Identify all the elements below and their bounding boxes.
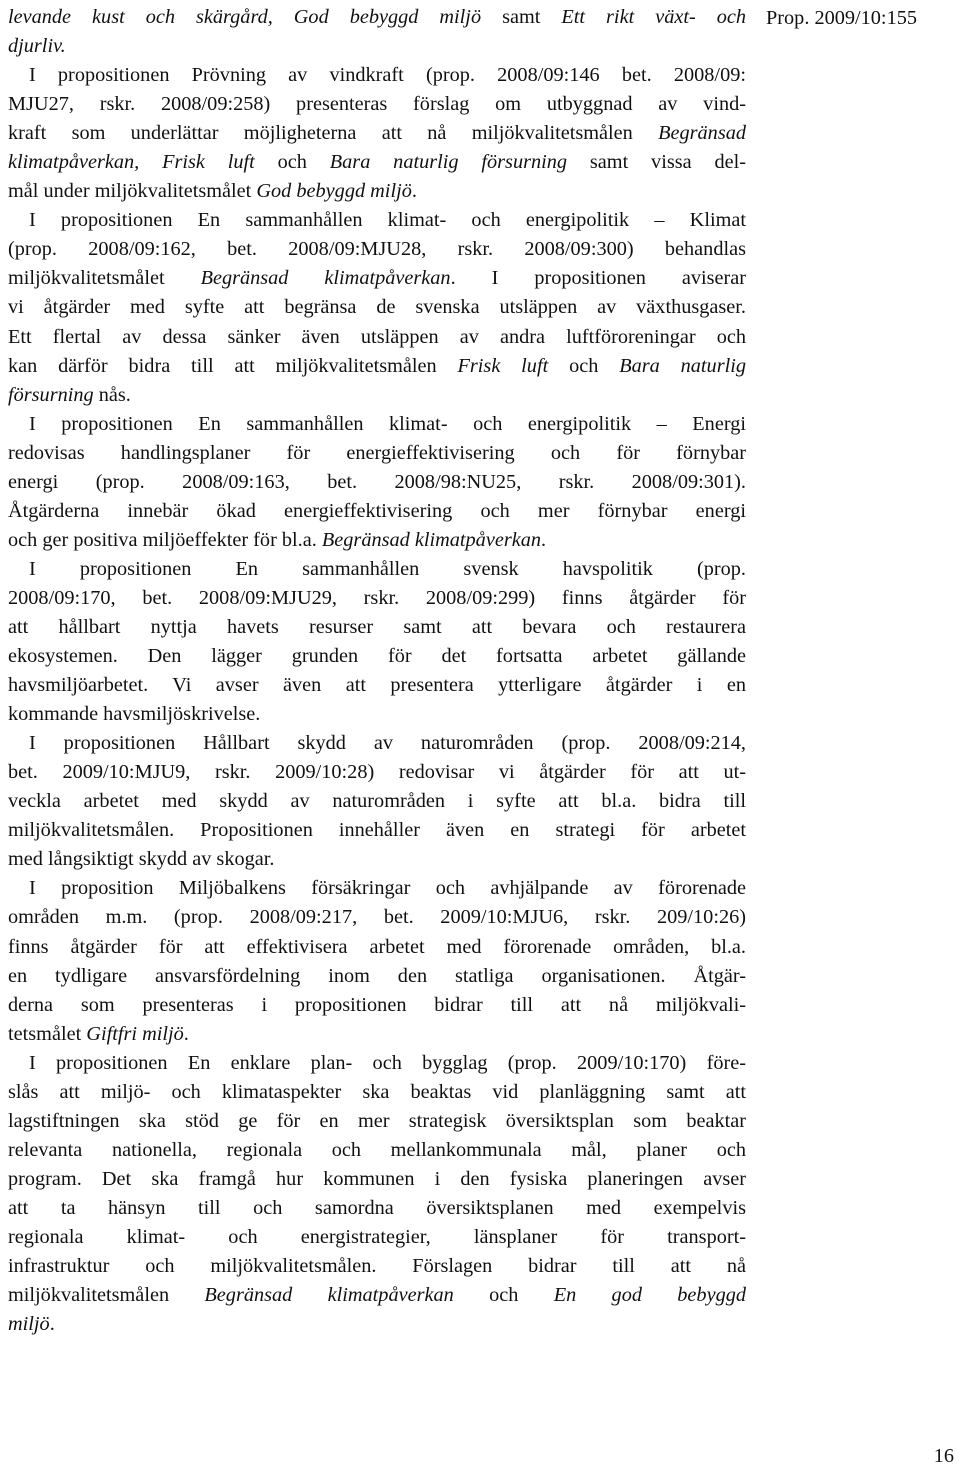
text-line [8,671,746,700]
text-segment: I propositionen En enklare plan- och bygglag (prop. 2009/10:170) före- [29,1051,746,1074]
text-segment: kommande havsmiljöskrivelse. [8,703,261,726]
text-line [8,61,746,90]
italic-text: Bara naturlig [619,354,746,377]
text-segment: . [183,1022,189,1045]
text-segment: kan därför bidra till att miljökvalitetsmålen [8,354,458,377]
text-segment: att hållbart nyttja havets resurser samt att bevara och restaurera [8,615,746,638]
text-line [8,90,746,119]
text-segment: tetsmålet [8,1022,87,1045]
text-segment: samt vissa del- [567,151,746,174]
text-line [8,1194,746,1223]
text-line [8,526,746,555]
body-text [8,3,746,1339]
italic-text: Begränsad klimatpåverkan [200,267,451,290]
text-line [8,468,746,497]
text-line [8,816,746,845]
text-segment: Åtgärderna innebär ökad energieffektivisering och mer förnybar energi [8,499,746,522]
text-line [8,439,746,468]
text-segment: och [548,354,620,377]
text-line [8,555,746,584]
text-segment: . I propositionen aviserar [450,267,746,290]
text-segment: havsmiljöarbetet. Vi avser även att presentera ytterligare åtgärder i en [8,674,746,697]
text-line [8,352,746,381]
text-segment: I propositionen En sammanhållen klimat- och energipolitik – Energi [29,412,746,435]
italic-text: En god bebyggd [553,1284,746,1307]
proposition-reference: Prop. 2009/10:155 [766,7,917,29]
text-line [8,729,746,758]
text-segment: veckla arbetet med skydd av naturområden i syfte att bl.a. bidra till [8,790,746,813]
text-segment: områden m.m. (prop. 2008/09:217, bet. 2009/10:MJU6, rskr. 209/10:26) [8,906,746,929]
italic-text: miljö [8,1313,50,1336]
text-segment: med långsiktigt skydd av skogar. [8,848,275,871]
text-segment: miljökvalitetsmålen [8,1284,205,1307]
italic-text: God bebyggd miljö [256,180,412,203]
text-line [8,1107,746,1136]
italic-text: Begränsad [658,122,746,145]
text-line [8,1310,746,1339]
italic-text: försurning [8,383,94,406]
text-line [8,264,746,293]
text-segment: nås. [93,383,131,406]
text-segment: och [254,151,330,174]
text-line [8,119,746,148]
text-line [8,1252,746,1281]
italic-text: Giftfri miljö [86,1022,184,1045]
text-segment: och ger positiva miljöeffekter för bl.a. [8,528,322,551]
text-segment: Ett flertal av dessa sänker även utsläppen av andra luftföroreningar och [8,325,746,348]
page-number: 16 [933,1445,954,1467]
text-segment: bet. 2009/10:MJU9, rskr. 2009/10:28) redovisar vi åtgärder för att ut- [8,761,746,784]
text-line [8,787,746,816]
text-line [8,235,746,264]
text-segment: MJU27, rskr. 2008/09:258) presenteras förslag om utbyggnad av vind- [8,93,746,116]
text-segment: vi åtgärder med syfte att begränsa de svenska utsläppen av växthusgaser. [8,296,746,319]
text-segment: regionala klimat- och energistrategier, länsplaner för transport- [8,1225,746,1248]
text-segment: . [49,1313,55,1336]
italic-text: Bara naturlig försurning [329,151,568,174]
text-line [8,323,746,352]
text-line [8,962,746,991]
text-segment: derna som presenteras i propositionen bidrar till att nå miljökvali- [8,993,746,1016]
text-segment: . [541,528,547,551]
text-line [8,845,746,874]
text-line [8,991,746,1020]
text-line [8,206,746,235]
text-line [8,497,746,526]
text-line [8,613,746,642]
italic-text: Begränsad klimatpåverkan [321,528,541,551]
text-line [8,1136,746,1165]
text-segment: miljökvalitetsmålen. Propositionen innehåller även en strategi för arbetet [8,819,746,842]
text-line [8,381,746,410]
text-segment: slås att miljö- och klimataspekter ska beaktas vid planläggning samt att [8,1080,746,1103]
text-line [8,874,746,903]
text-segment: program. Det ska framgå hur kommunen i den fysiska planeringen avser [8,1167,746,1190]
text-segment: I propositionen Prövning av vindkraft (prop. 2008/09:146 bet. 2008/09: [29,64,746,87]
text-segment: samt [481,6,562,28]
text-segment: I propositionen Hållbart skydd av naturområden (prop. 2008/09:214, [29,732,746,755]
text-line [8,177,746,206]
text-line [8,293,746,322]
text-line [8,1281,746,1310]
text-segment: en tydligare ansvarsfördelning inom den statliga organisationen. Åtgär- [8,964,746,987]
italic-text: djurliv. [8,35,66,58]
text-segment: och [453,1284,554,1307]
text-segment: kraft som underlättar möjligheterna att nå miljökvalitetsmålen [8,122,659,145]
italic-text: levande kust och skärgård, God bebyggd miljö [8,6,482,28]
text-line [8,758,746,787]
italic-text: Begränsad klimatpåverkan [204,1284,454,1307]
text-line [8,642,746,671]
text-segment: infrastruktur och miljökvalitetsmålen. Förslagen bidrar till att nå [8,1255,746,1278]
text-segment: att ta hänsyn till och samordna översiktsplanen med exempelvis [8,1196,746,1219]
text-line [8,1049,746,1078]
text-segment: I propositionen En sammanhållen svensk havspolitik (prop. [29,557,746,580]
text-segment: mål under miljökvalitetsmålet [8,180,257,203]
text-line [8,3,746,32]
text-line [8,903,746,932]
text-segment: I propositionen En sammanhållen klimat- och energipolitik – Klimat [29,209,746,232]
text-segment: ekosystemen. Den lägger grunden för det fortsatta arbetet gällande [8,645,746,668]
text-line [8,700,746,729]
text-segment: redovisas handlingsplaner för energieffektivisering och för förnybar [8,441,746,464]
italic-text: Frisk luft [457,354,549,377]
italic-text: klimatpåverkan, Frisk luft [8,151,255,174]
text-line [8,148,746,177]
text-line [8,1165,746,1194]
text-segment: finns åtgärder för att effektivisera arbetet med förorenade områden, bl.a. [8,935,746,958]
text-line [8,32,746,61]
text-line [8,1078,746,1107]
text-segment: 2008/09:170, bet. 2008/09:MJU29, rskr. 2008/09:299) finns åtgärder för [8,586,746,609]
italic-text: Ett rikt växt- och [561,6,746,28]
text-segment: miljökvalitetsmålet [8,267,201,290]
text-segment: lagstiftningen ska stöd ge för en mer strategisk översiktsplan som beaktar [8,1109,746,1132]
text-segment: relevanta nationella, regionala och mellankommunala mål, planer och [8,1138,746,1161]
text-line [8,1223,746,1252]
text-line [8,584,746,613]
text-segment: . [411,180,417,203]
text-line [8,933,746,962]
text-line [8,410,746,439]
text-segment: energi (prop. 2008/09:163, bet. 2008/98:NU25, rskr. 2008/09:301). [8,470,746,493]
text-line [8,1020,746,1049]
text-segment: I proposition Miljöbalkens försäkringar och avhjälpande av förorenade [29,877,746,900]
text-segment: (prop. 2008/09:162, bet. 2008/09:MJU28, rskr. 2008/09:300) behandlas [8,238,746,261]
